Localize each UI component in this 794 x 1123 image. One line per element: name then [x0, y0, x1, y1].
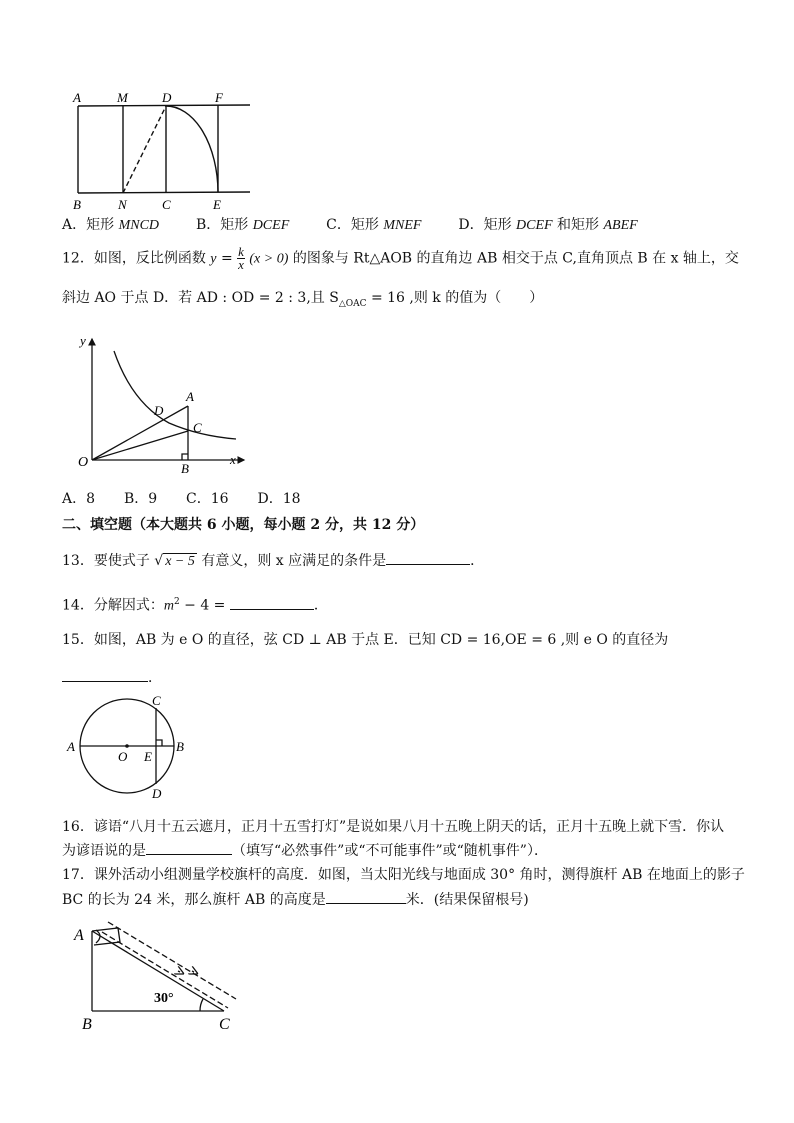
question-text: = 16 ,则 k 的值为（ ）: [366, 290, 544, 306]
fig12-label-c: C: [193, 420, 202, 435]
question-end: ．: [148, 670, 162, 686]
question-text: 课外活动小组测量学校旗杆的高度．如图，当太阳光线与地面成 30° 角时，测得旗杆 AB 在地面上的影子: [93, 867, 745, 883]
fig12-label-a: A: [186, 389, 194, 404]
question-number: 12．: [62, 250, 94, 267]
fig11-label-e: E: [213, 197, 221, 212]
func-eq: =: [216, 250, 238, 267]
fig17-label-c: C: [219, 1016, 230, 1031]
fig15-label-e: E: [144, 749, 152, 764]
q11-option-a[interactable]: [62, 217, 159, 233]
q17-line1: [62, 866, 745, 884]
fig11-label-b: B: [73, 197, 81, 212]
q12-option-d[interactable]: D．18: [257, 491, 301, 507]
q12-options: [62, 490, 301, 508]
question-number: 17．: [62, 867, 94, 883]
question-text: 斜边 AO 于点 D．若 AD : OD = 2 : 3,且 S: [62, 290, 339, 306]
answer-blank[interactable]: [230, 595, 314, 610]
q17-line2: [62, 889, 529, 909]
fig15-label-a: A: [67, 739, 75, 754]
q15-line2: [62, 667, 162, 687]
q12-option-c[interactable]: C．16: [186, 491, 229, 507]
fig17-label-a: A: [74, 927, 84, 944]
fig12-label-y: y: [80, 333, 86, 348]
question-number: 14．: [62, 597, 94, 614]
option-name: MNCD: [118, 218, 160, 233]
question-text: 如图，AB 为 e O 的直径，弦 CD ⊥ AB 于点 E．已知 CD = 16,OE = 6 ,则 e O 的直径为: [93, 632, 669, 648]
q11-option-b[interactable]: [196, 217, 289, 233]
math-expression: − 4 =: [179, 597, 230, 614]
fig17-label-b: B: [82, 1016, 92, 1031]
option-name: DCEF: [516, 218, 553, 233]
option-text: 矩形: [220, 217, 253, 233]
q12-option-a[interactable]: A．8: [62, 491, 96, 507]
fig11-label-d: D: [162, 90, 172, 105]
section-title: 二、填空题（本大题共 6 小题，每小题 2 分，共 12 分）: [62, 517, 425, 533]
question-text: 米．(结果保留根号): [405, 892, 529, 908]
fig11-label-m: M: [117, 90, 128, 105]
q12-line2: [62, 289, 543, 313]
option-text: 和矩形: [552, 217, 604, 233]
exponent: 2: [173, 597, 180, 607]
q14: [62, 593, 328, 616]
q17-figure: [68, 916, 248, 1031]
q16-line2: [62, 840, 548, 860]
option-letter: C．: [326, 217, 351, 233]
fig11-label-f: F: [215, 90, 223, 105]
question-number: 15．: [62, 632, 94, 648]
question-text: BC 的长为 24 米，那么旗杆 AB 的高度是: [62, 892, 326, 908]
fig17-angle-label: 30°: [154, 991, 174, 1006]
fig12-label-x: x: [230, 452, 236, 467]
q13: [62, 550, 484, 571]
option-text: 矩形: [350, 217, 384, 233]
func-y: y: [210, 251, 217, 267]
option-text: 矩形: [483, 217, 517, 233]
option-text: 矩形: [86, 217, 119, 233]
fig11-label-a: A: [73, 90, 81, 105]
q11-options: [62, 216, 638, 235]
question-text: 如图，反比例函数: [93, 250, 206, 267]
answer-blank[interactable]: [62, 667, 148, 682]
math-expression: m: [163, 598, 174, 614]
fig11-label-c: C: [162, 197, 171, 212]
question-text: 为谚语说的是: [62, 843, 146, 859]
fig12-label-d: D: [154, 403, 164, 418]
q11-option-c[interactable]: [326, 217, 421, 233]
sqrt-radicand: x − 5: [165, 554, 195, 569]
question-text: 谚语“八月十五云遮月，正月十五雪打灯”是说如果八月十五晚上阴天的话，正月十五晚上就下雪．你认: [93, 819, 725, 835]
answer-blank[interactable]: [326, 889, 406, 904]
question-number: 16．: [62, 819, 94, 835]
q15-line1: [62, 631, 668, 649]
fig15-label-d: D: [152, 786, 162, 801]
fraction-numerator: k: [238, 244, 244, 259]
question-text: 的图象与 Rt△AOB 的直角边 AB 相交于点 C,直角顶点 B 在 x 轴上，交: [288, 250, 739, 267]
q15-figure: [64, 692, 194, 802]
sqrt-symbol: √: [154, 553, 164, 569]
fig15-label-b: B: [176, 739, 184, 754]
fraction-denominator: x: [238, 257, 244, 272]
area-subscript: △OAC: [338, 298, 367, 309]
question-end: ．: [470, 553, 485, 569]
option-name: DCEF: [252, 218, 290, 233]
option-name: MNEF: [383, 218, 422, 233]
fig12-label-o: O: [78, 455, 89, 470]
question-number: 13．: [62, 553, 94, 569]
fig11-label-n: N: [118, 197, 127, 212]
q12-figure: [74, 333, 254, 473]
q16-line1: [62, 818, 724, 836]
option-letter: D．: [458, 217, 484, 233]
fraction-k-over-x: [237, 246, 245, 271]
func-condition: (x > 0): [249, 251, 289, 267]
option-letter: B．: [195, 217, 221, 233]
q12-option-b[interactable]: B．9: [123, 491, 158, 507]
question-text: （填写“必然事件”或“不可能事件”或“随机事件”）．: [232, 843, 548, 859]
question-text: 有意义，则 x 应满足的条件是: [196, 553, 387, 569]
option-name: ABEF: [603, 218, 638, 233]
question-end: ．: [313, 597, 328, 614]
fig12-label-b: B: [181, 461, 189, 473]
option-letter: A．: [62, 217, 87, 233]
fig15-label-o: O: [118, 749, 128, 764]
question-text: 要使式子: [93, 553, 155, 569]
q11-figure: [70, 88, 260, 216]
q11-option-d[interactable]: [458, 217, 637, 233]
answer-blank[interactable]: [386, 550, 470, 565]
question-text: 分解因式：: [93, 597, 164, 614]
q12-line1: [62, 246, 739, 272]
fig15-label-c: C: [152, 693, 161, 708]
answer-blank[interactable]: [146, 840, 232, 855]
